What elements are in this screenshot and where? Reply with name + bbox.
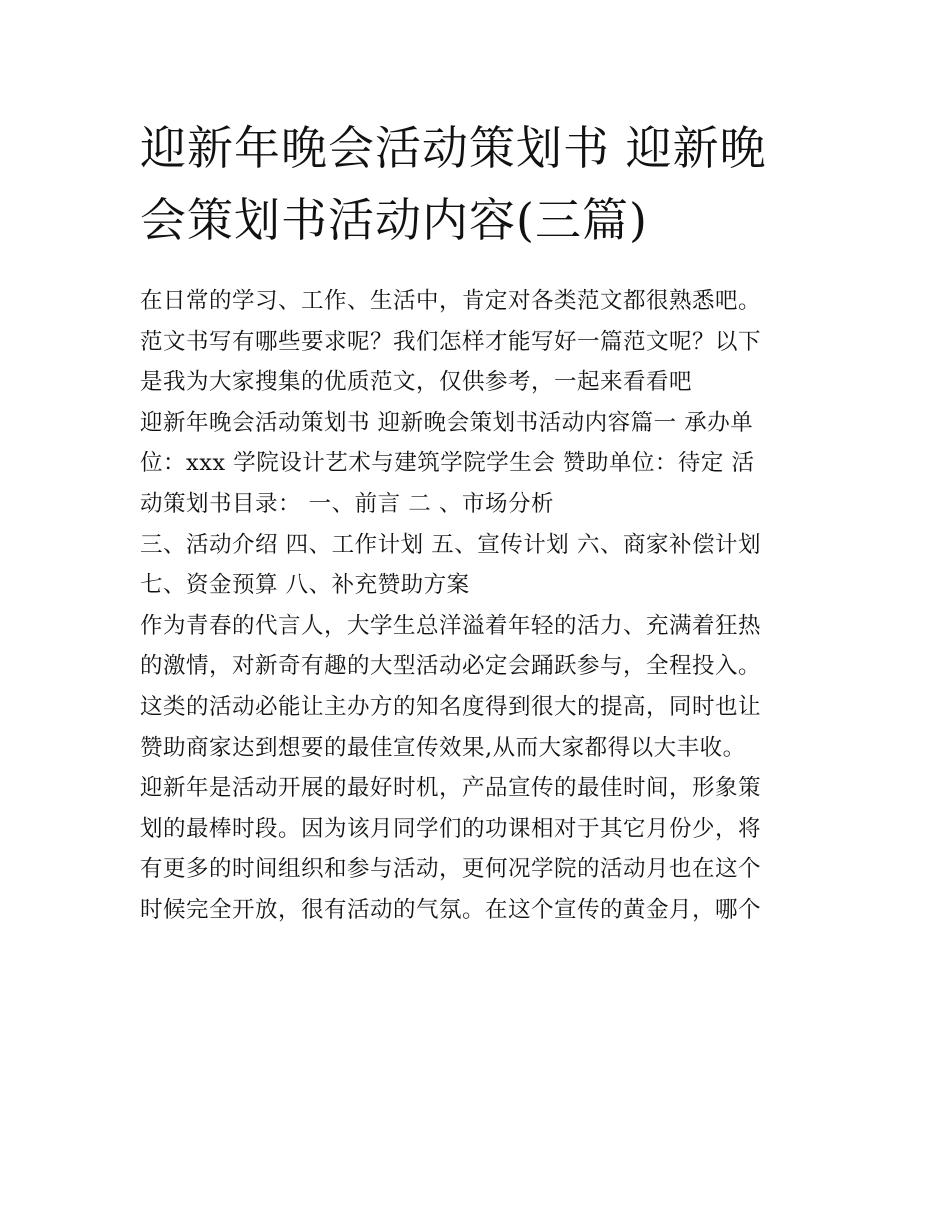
body-line: 的激情，对新奇有趣的大型活动必定会踊跃参与，全程投入。 xyxy=(140,653,762,680)
body-line: 迎新年晚会活动策划书 迎新晚会策划书活动内容篇一 承办单 xyxy=(140,409,754,436)
body-line: 三、活动介绍 四、工作计划 五、宣传计划 六、商家补偿计划 xyxy=(140,531,761,558)
body-line: 作为青春的代言人，大学生总洋溢着年轻的活力、充满着狂热 xyxy=(140,612,762,639)
body-line: 划的最棒时段。因为该月同学们的功课相对于其它月份少，将 xyxy=(140,815,762,842)
body-line: 赞助商家达到想要的最佳宣传效果,从而大家都得以大丰收。 xyxy=(140,734,746,761)
body-line: 七、资金预算 八、补充赞助方案 xyxy=(140,572,470,599)
body-line: 是我为大家搜集的优质范文，仅供参考，一起来看看吧 xyxy=(140,369,693,396)
document-title xyxy=(140,112,820,256)
body-line: 有更多的时间组织和参与活动，更何况学院的活动月也在这个 xyxy=(140,856,762,883)
body-line: 迎新年是活动开展的最好时机，产品宣传的最佳时间，形象策 xyxy=(140,775,762,802)
body-line: 时候完全开放，很有活动的气氛。在这个宣传的黄金月，哪个 xyxy=(140,896,762,923)
body-line: 在日常的学习、工作、生活中，肯定对各类范文都很熟悉吧。 xyxy=(140,288,762,314)
document-body xyxy=(140,281,820,931)
title-line: 会策划书活动内容(三篇) xyxy=(140,193,648,247)
body-line: 范文书写有哪些要求呢？我们怎样才能写好一篇范文呢？以下 xyxy=(140,328,762,355)
body-line: 位：xxx 学院设计艺术与建筑学院学生会 赞助单位：待定 活 xyxy=(140,450,755,477)
title-line: 迎新年晚会活动策划书 迎新晚 xyxy=(140,121,767,175)
body-line: 动策划书目录： 一、前言 二 、市场分析 xyxy=(140,490,554,517)
body-line: 这类的活动必能让主办方的知名度得到很大的提高，同时也让 xyxy=(140,693,762,720)
